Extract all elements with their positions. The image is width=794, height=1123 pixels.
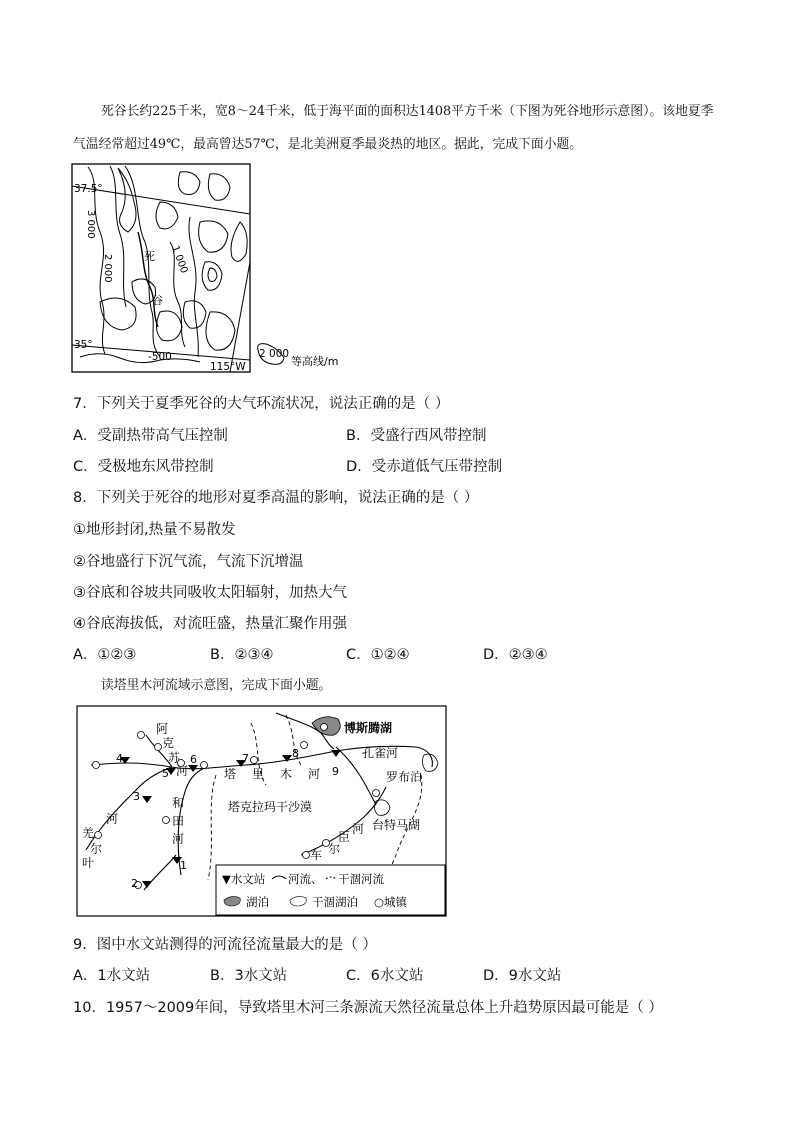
q8-statement-4: ④谷底海拔低，对流旺盛，热量汇聚作用强 (73, 616, 347, 632)
label-cherchen-1: 车 (310, 848, 323, 862)
lon-label-115w: 115°W (210, 361, 246, 373)
q8-option-a: A．①②③ (73, 647, 137, 663)
intro-paragraph-tarim: 读塔里木河流域示意图，完成下面小题。 (101, 678, 332, 693)
legend-contour-label: 等高线/m (291, 355, 339, 368)
valley-label-si: 死 (144, 250, 155, 263)
legend-dry-river: 干涸河流 (338, 872, 384, 886)
label-tarim-2: 里 (252, 767, 265, 781)
contour-label-3000: 3 000 (85, 210, 96, 239)
label-hotan-3: 河 (172, 832, 185, 846)
label-tarim-4: 河 (308, 767, 321, 781)
label-yarkand-3: 羌 (82, 826, 95, 840)
tarim-river-basin-map (76, 705, 448, 918)
legend-town: ○城镇 (374, 895, 408, 909)
label-kongque-river: 孔雀河 (362, 746, 399, 760)
q9-option-b: B．3水文站 (210, 968, 288, 984)
legend-river: 河流、 (288, 872, 323, 886)
q7-option-c: C．受极地东风带控制 (73, 459, 214, 475)
label-yarkand-2: 尔 (90, 842, 103, 856)
label-taitema-lake: 台特马湖 (372, 818, 421, 832)
lat-label-35: 35° (74, 339, 93, 351)
label-cherchen-3: 臣 (338, 830, 351, 844)
label-hotan-2: 田 (172, 814, 185, 828)
intro-paragraph-death-valley: 死谷长约225千米，宽8～24千米，低于海平面的面积达1408平方千米（下图为死谷地形示意图）。该地夏季气温经常超过49℃，最高曾达57℃，是北美洲夏季最炎热的地区。据此，完成下面小题。 (73, 104, 714, 152)
station-label-3: 3 (133, 790, 140, 803)
q8-statement-1: ①地形封闭,热量不易散发 (73, 522, 236, 538)
map-frame (72, 164, 250, 372)
label-aksu-3: 苏 (168, 751, 181, 765)
legend-dry-lake: 干涸湖泊 (312, 895, 358, 909)
contour-label-2000: 2 000 (102, 254, 113, 283)
contour-label-minus-500: -500 (148, 351, 172, 363)
station-label-6: 6 (190, 753, 197, 766)
q9-option-d: D．9水文站 (483, 968, 562, 984)
label-yarkand-1: 叶 (82, 856, 95, 870)
label-cherchen-2: 尔 (328, 842, 341, 856)
station-label-8: 8 (292, 747, 299, 760)
lat-label-37-5: 37.5° (74, 183, 103, 195)
station-label-4: 4 (116, 752, 123, 765)
contour-label-1000: 1 000 (169, 244, 190, 275)
longitude-line-115w (230, 262, 250, 372)
station-label-9: 9 (332, 765, 339, 778)
label-taklimakan-desert: 塔克拉玛干沙漠 (228, 800, 313, 814)
death-valley-contour-map (60, 162, 360, 378)
q8-option-b: B．②③④ (210, 647, 274, 663)
q8-option-c: C．①②④ (346, 647, 410, 663)
q7-option-a: A．受副热带高气压控制 (73, 428, 228, 444)
death-valley-trough (138, 232, 158, 327)
legend-contour-value: 2 000 (259, 348, 290, 360)
question-8-stem: 8．下列关于死谷的地形对夏季高温的影响，说法正确的是（ ） (73, 490, 479, 506)
label-aksu-1: 阿 (156, 722, 169, 736)
label-hotan-1: 和 (172, 796, 185, 810)
label-cherchen-4: 河 (352, 822, 365, 836)
q8-statement-2: ②谷地盛行下沉气流，气流下沉增温 (73, 554, 304, 570)
station-label-1: 1 (180, 859, 187, 872)
q9-option-a: A．1水文站 (73, 968, 151, 984)
station-label-5: 5 (162, 767, 169, 780)
q8-statement-3: ③谷底和谷坡共同吸收太阳辐射，加热大气 (73, 585, 347, 601)
question-9-stem: 9．图中水文站测得的河流径流量最大的是（ ） (73, 937, 377, 953)
q7-option-d: D．受赤道低气压带控制 (346, 459, 503, 475)
valley-label-gu: 谷 (152, 294, 163, 307)
question-7-stem: 7．下列关于夏季死谷的大气环流状况，说法正确的是（ ） (73, 396, 450, 412)
q9-option-c: C．6水文站 (346, 968, 424, 984)
q7-option-b: B．受盛行西风带控制 (346, 428, 487, 444)
station-label-2: 2 (131, 877, 138, 890)
label-tarim-3: 木 (280, 767, 293, 781)
legend-station: ▼水文站 (222, 872, 266, 886)
label-aksu-4: 河 (176, 764, 189, 778)
label-tarim-1: 塔 (224, 767, 237, 781)
label-yarkand-4: 河 (106, 812, 119, 826)
question-10-stem: 10．1957～2009年间，导致塔里木河三条源流天然径流量总体上升趋势原因最可能是（ ） (73, 1000, 663, 1016)
label-lop-nur: 罗布泊 (386, 770, 423, 784)
q8-option-d: D．②③④ (483, 647, 548, 663)
station-label-7: 7 (242, 752, 249, 765)
legend-lake: 湖泊 (246, 895, 269, 909)
label-bosten-lake: 博斯腾湖 (344, 721, 393, 735)
label-aksu-2: 克 (162, 736, 175, 750)
